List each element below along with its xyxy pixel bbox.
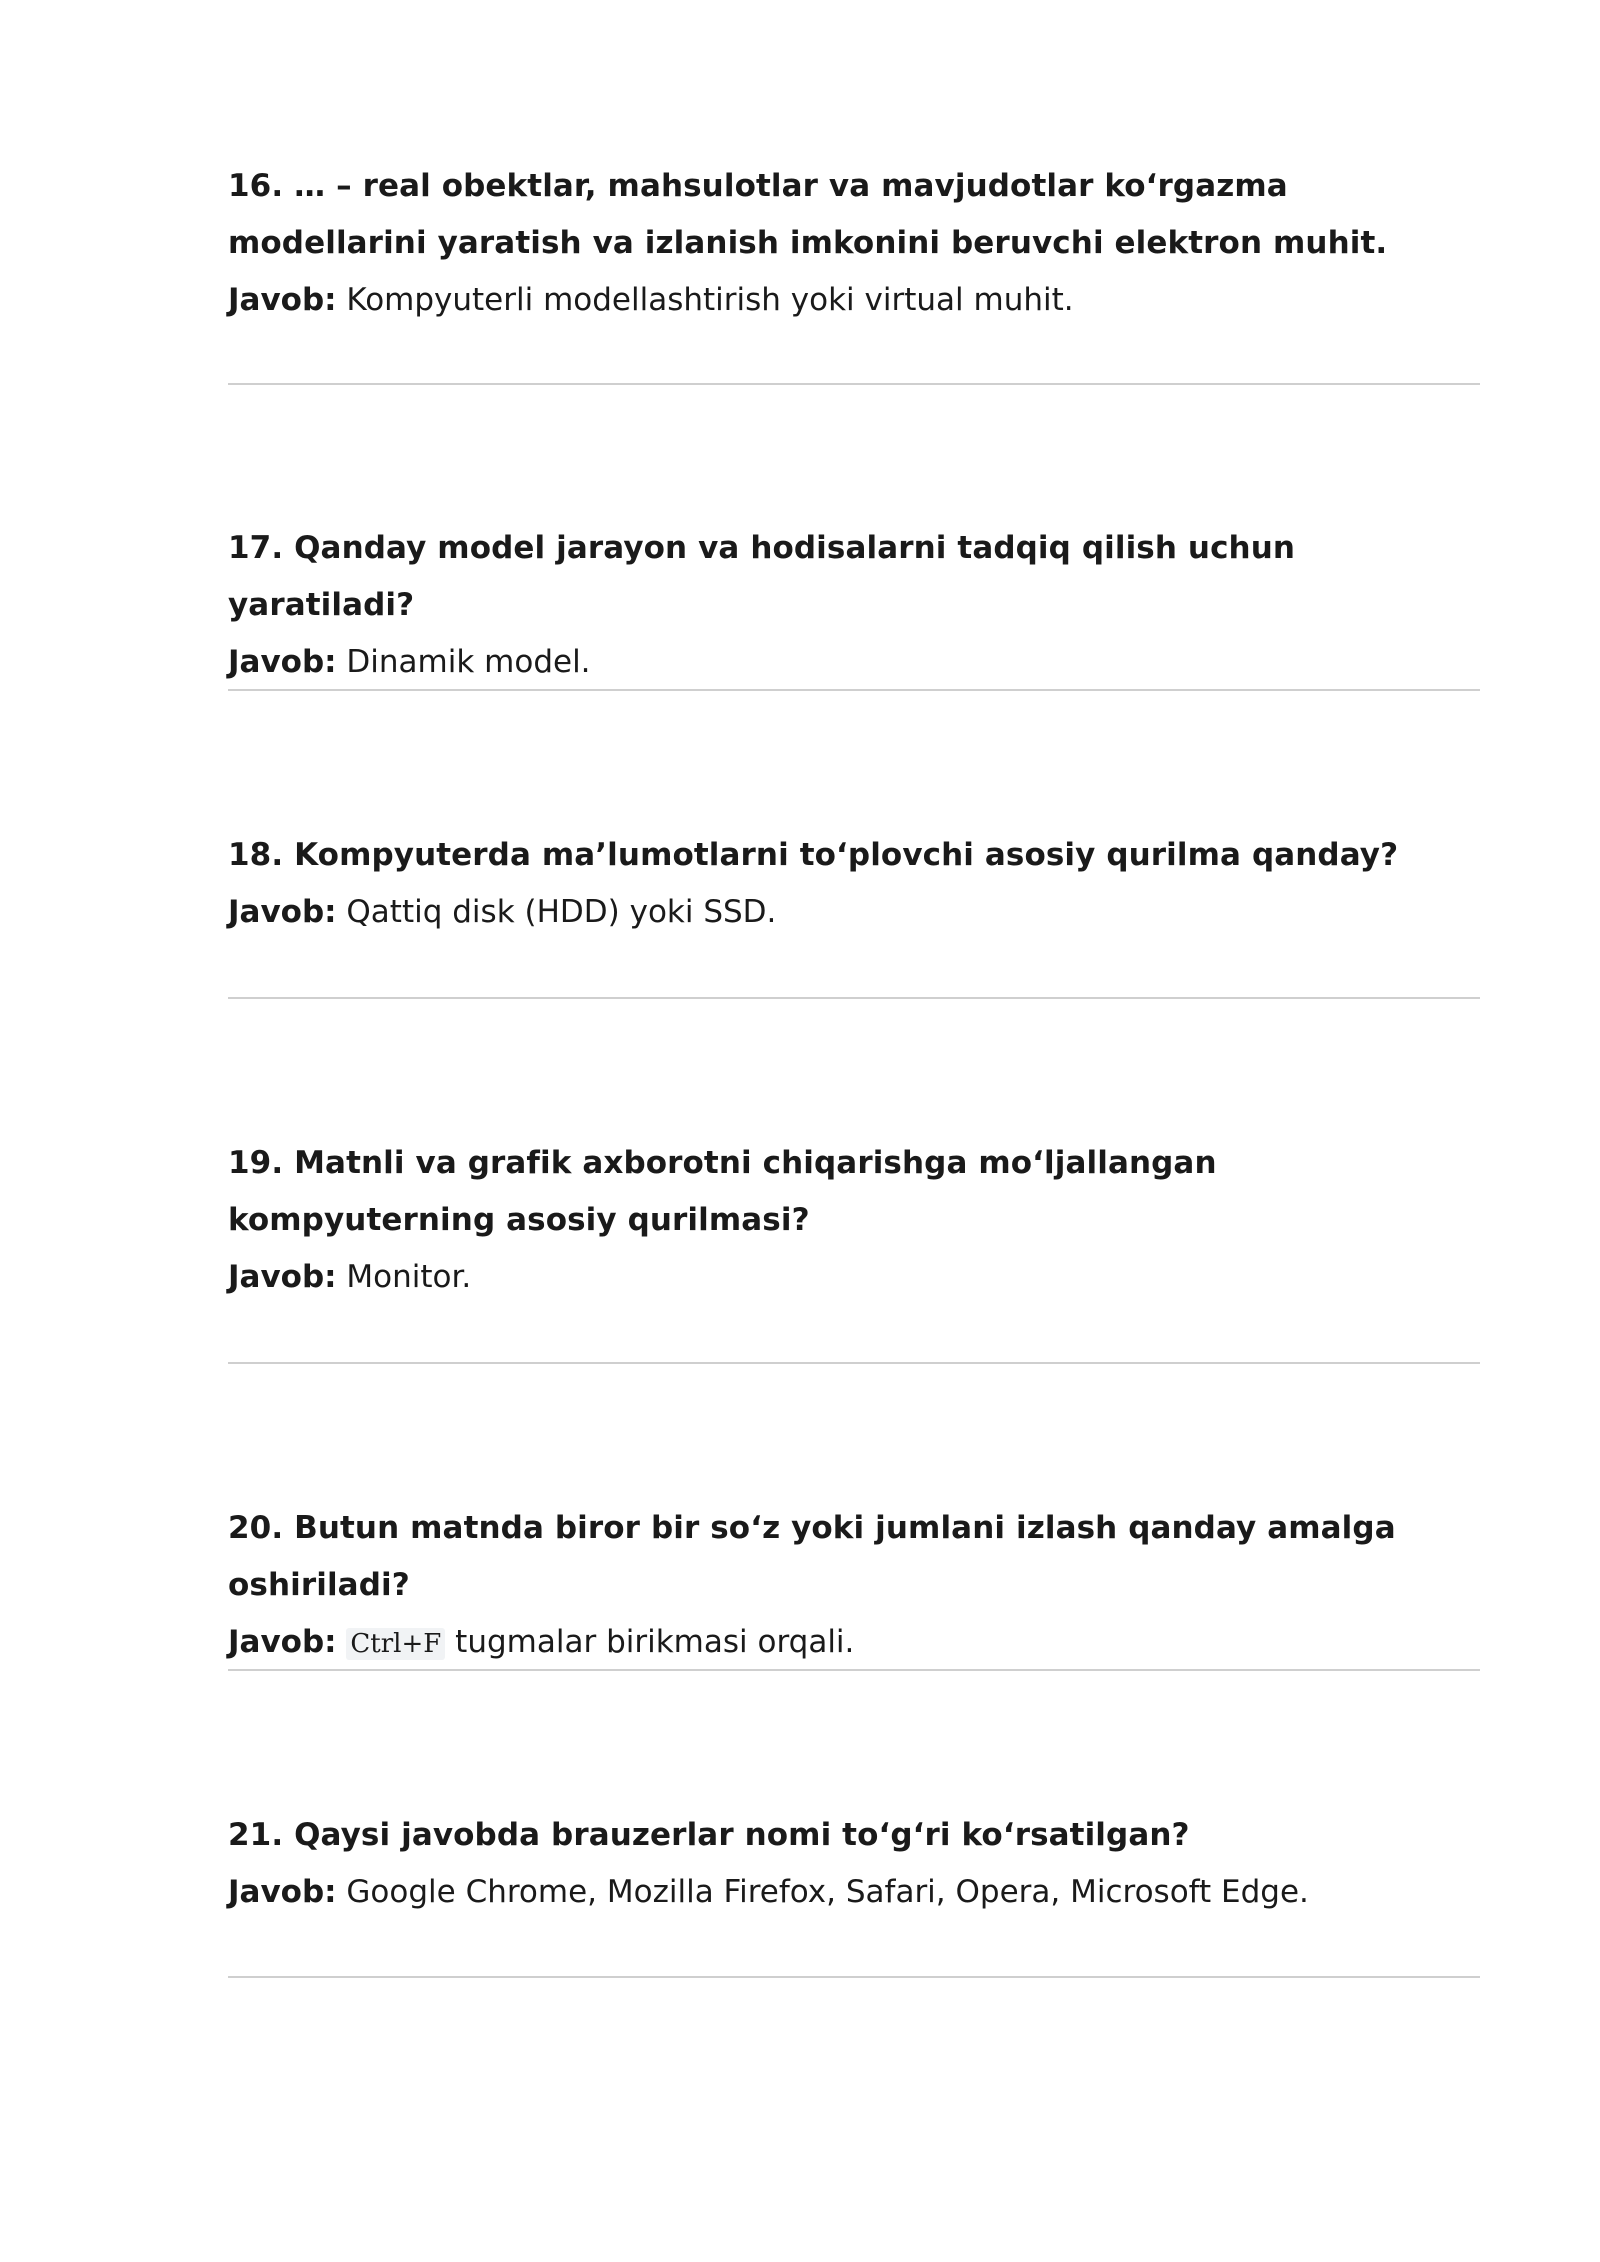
- divider: [228, 1669, 1480, 1671]
- answer-text-18: Qattiq disk (HDD) yoki SSD.: [346, 894, 777, 930]
- answer-text-17: Dinamik model.: [346, 644, 591, 680]
- divider: [228, 689, 1480, 691]
- answer-label: Javob:: [228, 894, 337, 930]
- answer-label: Javob:: [228, 644, 337, 680]
- divider: [228, 1362, 1480, 1364]
- divider: [228, 997, 1480, 999]
- answer-text-21: Google Chrome, Mozilla Firefox, Safari, Opera, Microsoft Edge.: [346, 1874, 1309, 1910]
- qa-item-17: [228, 520, 1480, 691]
- divider: [228, 1976, 1480, 1978]
- answer-20: [228, 1614, 1480, 1673]
- answer-21: [228, 1864, 1480, 1921]
- answer-text-20: tugmalar birikmasi orqali.: [445, 1624, 855, 1660]
- answer-label: Javob:: [228, 1259, 337, 1295]
- keyboard-shortcut: Ctrl+F: [346, 1628, 445, 1660]
- answer-label: Javob:: [228, 282, 337, 318]
- answer-17: [228, 634, 1480, 691]
- answer-label: Javob:: [228, 1874, 337, 1910]
- qa-item-19: [228, 1135, 1480, 1306]
- answer-label: Javob:: [228, 1624, 337, 1660]
- answer-18: [228, 884, 1480, 941]
- answer-text-16: Kompyuterli modellashtirish yoki virtual muhit.: [346, 282, 1074, 318]
- question-20: 20. Butun matnda biror bir so‘z yoki jumlani izlash qanday amalga oshiriladi?: [228, 1510, 1396, 1603]
- qa-item-18: [228, 827, 1480, 941]
- question-18: 18. Kompyuterda ma’lumotlarni to‘plovchi asosiy qurilma qanday?: [228, 837, 1399, 873]
- answer-19: [228, 1249, 1480, 1306]
- question-21: 21. Qaysi javobda brauzerlar nomi to‘g‘ri ko‘rsatilgan?: [228, 1817, 1190, 1853]
- answer-16: [228, 272, 1480, 329]
- qa-item-20: [228, 1500, 1480, 1673]
- qa-item-21: [228, 1807, 1480, 1921]
- qa-item-16: [228, 158, 1480, 329]
- question-19: 19. Matnli va grafik axborotni chiqarishga mo‘ljallangan kompyuterning asosiy qurilmasi?: [228, 1145, 1217, 1238]
- divider: [228, 383, 1480, 385]
- question-17: 17. Qanday model jarayon va hodisalarni tadqiq qilish uchun yaratiladi?: [228, 530, 1296, 623]
- question-16: 16. … – real obektlar, mahsulotlar va mavjudotlar ko‘rgazma modellarini yaratish va izlanish imkonini beruvchi elektron muhit.: [228, 168, 1388, 261]
- answer-text-19: Monitor.: [346, 1259, 472, 1295]
